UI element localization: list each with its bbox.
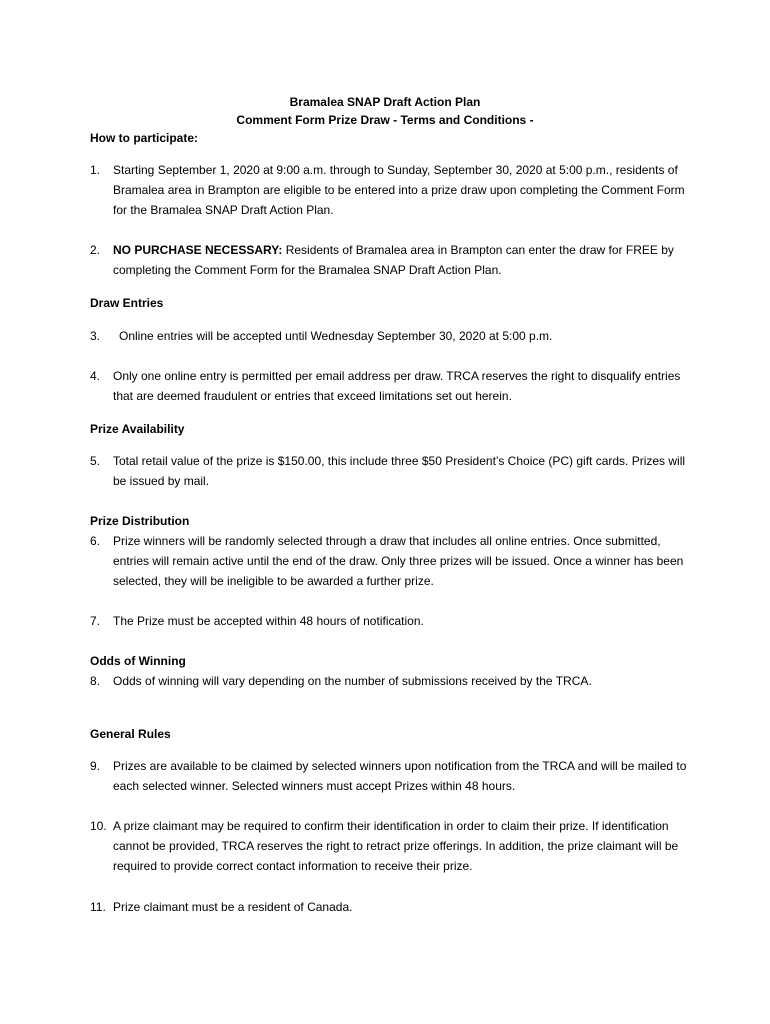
- item-text: Prize claimant must be a resident of Canada.: [113, 900, 353, 914]
- heading-odds-of-winning: Odds of Winning: [90, 654, 186, 668]
- item-text: A prize claimant may be required to confirm their identification in order to claim their prize. If identification cannot be provided, TRCA reserves the right to retract prize offerings. In addition, the prize claimant will be required to provide correct contact information to receive their prize.: [113, 819, 679, 873]
- list-item: [90, 611, 690, 631]
- list-item: [90, 240, 690, 280]
- item-number: 3.: [90, 329, 101, 343]
- item-text: Residents of Bramalea area in Brampton can enter the draw for FREE by completing the Comment Form for the Bramalea SNAP Draft Action Plan.: [113, 243, 674, 277]
- item-number: 2.: [90, 243, 101, 257]
- list-item: [90, 366, 690, 406]
- item-number: 1.: [90, 163, 101, 177]
- item-number: 10.: [90, 819, 107, 833]
- heading-draw-entries: Draw Entries: [90, 296, 164, 310]
- item-number: 6.: [90, 534, 101, 548]
- item-text: Odds of winning will vary depending on the number of submissions received by the TRCA.: [113, 674, 592, 688]
- item-text: Total retail value of the prize is $150.00, this include three $50 President’s Choice (PC) gift cards. Prizes will be issued by mail.: [113, 454, 686, 488]
- item-number: 9.: [90, 759, 101, 773]
- item-text: Prize winners will be randomly selected through a draw that includes all online entries. Once submitted, entries will remain active until the end of the draw. Only three prizes will be issued. Once a winner has been selected, they will be ineligible to be awarded a further prize.: [113, 534, 684, 588]
- list-item: [90, 160, 690, 220]
- list-item: [90, 756, 690, 796]
- list-item: [90, 897, 690, 917]
- item-number: 11.: [90, 900, 106, 914]
- heading-prize-availability: Prize Availability: [90, 422, 185, 436]
- heading-how-to-participate: How to participate:: [90, 131, 199, 145]
- list-item: [90, 451, 690, 491]
- heading-prize-distribution: Prize Distribution: [90, 514, 190, 528]
- item-text: Online entries will be accepted until Wednesday September 30, 2020 at 5:00 p.m.: [119, 329, 553, 343]
- item-text: Only one online entry is permitted per email address per draw. TRCA reserves the right to disqualify entries that are deemed fraudulent or entries that exceed limitations set out herein.: [113, 369, 681, 403]
- item-number: 7.: [90, 614, 101, 628]
- item-number: 4.: [90, 369, 101, 383]
- document-title: Bramalea SNAP Draft Action Plan: [289, 95, 481, 109]
- heading-general-rules: General Rules: [90, 727, 171, 741]
- item-text: Starting September 1, 2020 at 9:00 a.m. through to Sunday, September 30, 2020 at 5:00 p.m., residents of Bramalea area in Brampton are eligible to be entered into a prize draw upon completing the Comment Form for the Bramalea SNAP Draft Action Plan.: [113, 163, 685, 217]
- list-item: [90, 326, 690, 346]
- document-subtitle: Comment Form Prize Draw - Terms and Conditions -: [236, 113, 534, 127]
- list-item: [90, 816, 690, 876]
- item-number: 5.: [90, 454, 101, 468]
- item-text: Prizes are available to be claimed by selected winners upon notification from the TRCA and will be mailed to each selected winner. Selected winners must accept Prizes within 48 hours.: [113, 759, 687, 793]
- item-text: The Prize must be accepted within 48 hours of notification.: [113, 614, 424, 628]
- list-item: [90, 671, 690, 691]
- item-bold-lead: NO PURCHASE NECESSARY:: [113, 243, 283, 257]
- item-text-wrapper: [113, 240, 693, 280]
- list-item: [90, 531, 690, 591]
- item-number: 8.: [90, 674, 101, 688]
